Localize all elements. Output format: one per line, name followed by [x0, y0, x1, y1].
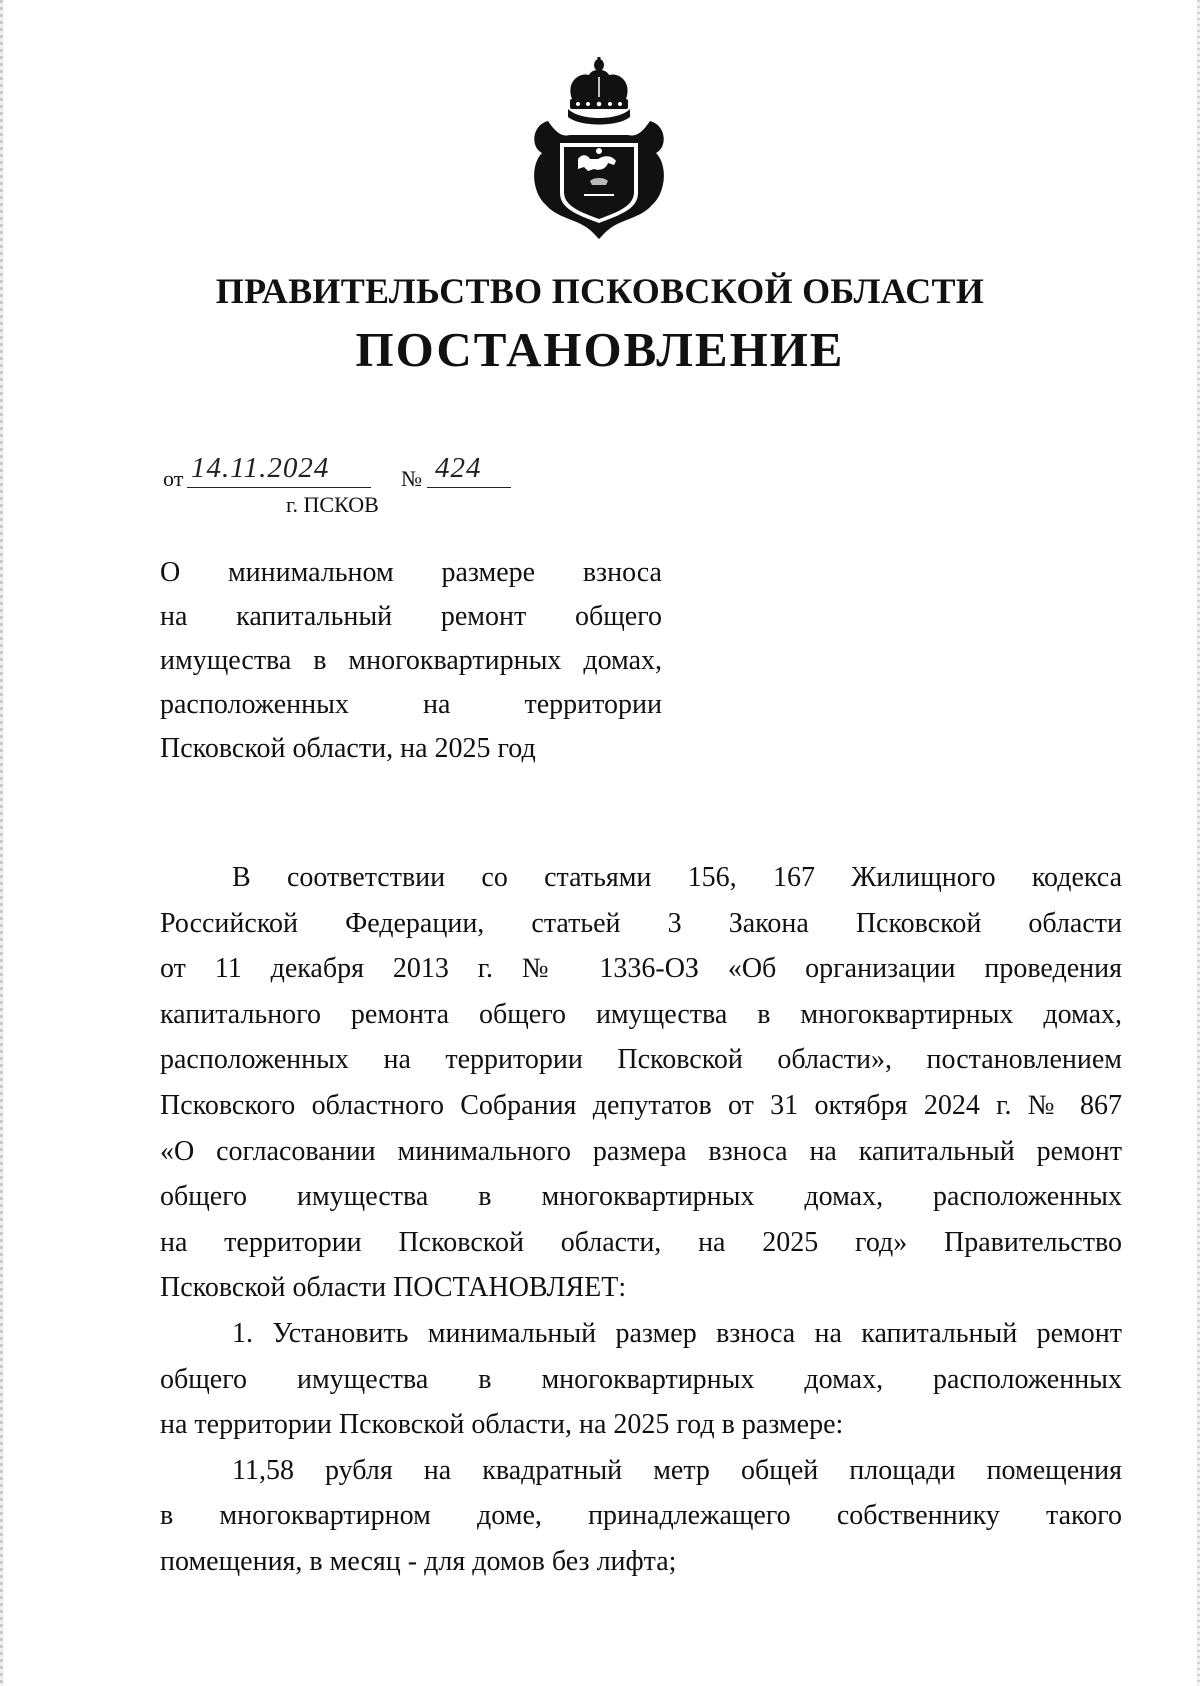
number-underline [427, 487, 511, 488]
body-line: в многоквартирном доме, принадлежащего собственнику такого [160, 1500, 1122, 1532]
body-line: помещения, в месяц - для домов без лифта; [160, 1545, 677, 1577]
body-line: Псковской области ПОСТАНОВЛЯЕТ: [160, 1272, 627, 1304]
body-line: 11,58 рубля на квадратный метр общей площади помещения [232, 1454, 1122, 1486]
body-line: 1. Установить минимальный размер взноса на капитальный ремонт [232, 1317, 1122, 1349]
body-line: общего имущества в многоквартирных домах, расположенных [160, 1181, 1122, 1213]
date-label: от [163, 466, 184, 491]
subject-line: имущества в многоквартирных домах, [160, 645, 662, 676]
body-line: общего имущества в многоквартирных домах, расположенных [160, 1363, 1122, 1395]
body-line: на территории Псковской области, на 2025 год» Правительство [160, 1226, 1122, 1258]
body-line: «О согласовании минимального размера взноса на капитальный ремонт [160, 1135, 1122, 1167]
body-line: Российской Федерации, статьей 3 Закона Псковской области [160, 907, 1122, 939]
body-line: расположенных на территории Псковской области», постановлением [160, 1044, 1122, 1076]
number-label: № [401, 466, 422, 491]
date-underline [187, 487, 371, 488]
scan-edge-left [0, 0, 3, 1686]
city-label: г. ПСКОВ [286, 492, 379, 517]
body-line: от 11 декабря 2013 г. № 1336-ОЗ «Об организации проведения [160, 953, 1122, 985]
document-type-title: ПОСТАНОВЛЕНИЕ [355, 322, 845, 377]
government-title: ПРАВИТЕЛЬСТВО ПСКОВСКОЙ ОБЛАСТИ [215, 271, 985, 311]
body-line: Псковского областного Собрания депутатов от 31 октября 2024 г. № 867 [160, 1089, 1122, 1121]
body-line: на территории Псковской области, на 2025 год в размере: [160, 1409, 844, 1441]
subject-line: О минимальном размере взноса [160, 557, 662, 588]
subject-line: Псковской области, на 2025 год [160, 733, 536, 764]
subject-line: на капитальный ремонт общего [160, 601, 662, 632]
subject-line: расположенных на территории [160, 689, 662, 720]
body-line: капитального ремонта общего имущества в многоквартирных домах, [160, 998, 1122, 1030]
subject-block [160, 551, 662, 771]
coat-of-arms-icon [528, 55, 670, 239]
handwritten-number: 424 [435, 452, 482, 484]
document-body [160, 855, 1122, 1585]
handwritten-date: 14.11.2024 [191, 452, 330, 484]
body-line: В соответствии со статьями 156, 167 Жилищного кодекса [232, 862, 1122, 893]
